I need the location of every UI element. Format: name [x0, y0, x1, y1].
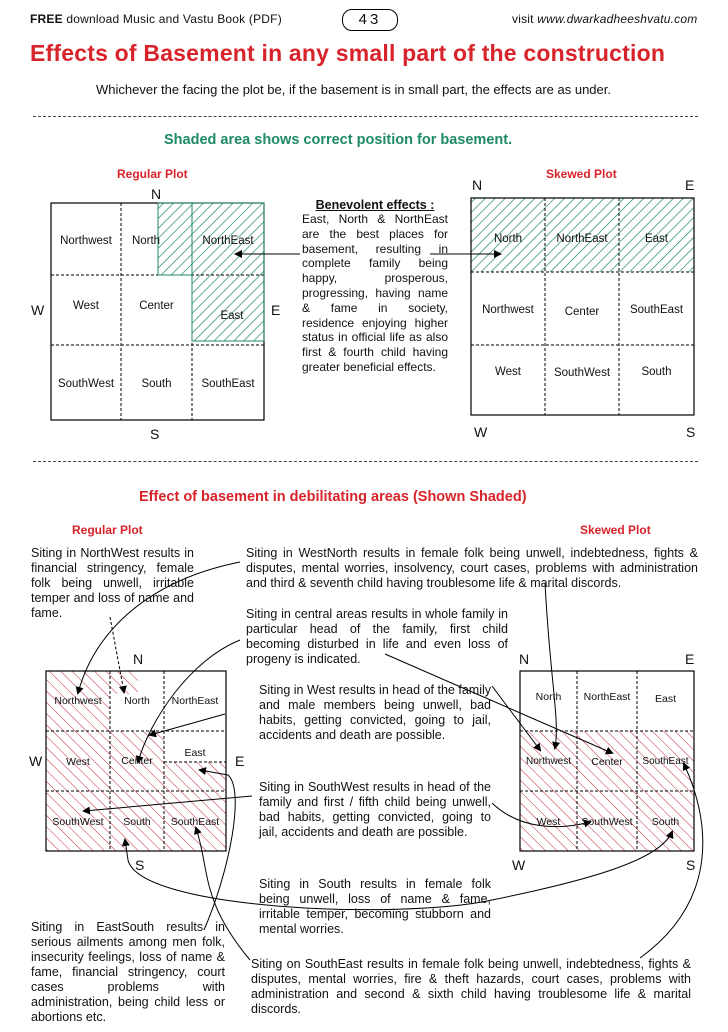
s2-regular-label: Regular Plot	[72, 523, 143, 537]
s1s-cell-northeast: NorthEast	[556, 233, 608, 245]
s2s-cell-north: North	[535, 691, 562, 703]
s1r-north: N	[151, 186, 162, 202]
benevolent-text: East, North & NorthEast are the best places for basement, resulting in complete family being happy, prosperous, progressing, having name & fame in society, residence enjoying higher status in official life as also first & fourth child having greater beneficial effects.	[302, 212, 448, 374]
free-label: FREE	[30, 12, 63, 26]
website-url: www.dwarkadheeshvatu.com	[537, 12, 698, 26]
s1s-cell-north: North	[493, 233, 523, 245]
s1s-west: W	[474, 424, 488, 440]
s2s-south: S	[686, 857, 696, 873]
note-southeast: Siting on SouthEast results in female folk being unwell, indebtedness, fights & disputes, mental worries, fire & theft hazards, court cases, problems with administration and second & sixth child having troublesome life & marital discords.	[251, 957, 691, 1016]
s1s-south: S	[686, 424, 696, 440]
s1r-cell-northwest: Northwest	[60, 235, 112, 247]
s1s-cell-west: West	[495, 366, 521, 378]
s1r-cell-southwest: SouthWest	[57, 378, 115, 390]
note-southwest: Siting in SouthWest results in head of the family and first / fifth child being unwell, bad habits, getting convicted, going to jail, accidents and death are possible.	[259, 780, 491, 839]
s1s-cell-east: East	[644, 233, 668, 245]
s1r-cell-northeast: NorthEast	[202, 235, 254, 247]
s1r-cell-north: North	[131, 235, 161, 247]
note-west: Siting in West results in head of the family and male members being unwell, bad habits, getting convicted, going to jail, accidents and death are possible.	[259, 683, 491, 742]
s2s-west: W	[512, 857, 526, 873]
s1r-east: E	[271, 302, 281, 318]
s2s-cell-west: West	[536, 816, 561, 828]
s1s-cell-center: Center	[564, 306, 600, 318]
s2-skewed-label: Skewed Plot	[580, 523, 651, 537]
s2s-cell-northeast: NorthEast	[583, 691, 631, 703]
section1-heading: Shaded area shows correct position for basement.	[164, 132, 513, 148]
s1s-cell-northwest: Northwest	[482, 304, 534, 316]
s2r-south: S	[135, 857, 145, 873]
header-right	[512, 12, 697, 26]
visit-label: visit	[512, 12, 534, 26]
s1s-east: E	[685, 177, 695, 193]
s1s-north: N	[472, 177, 483, 193]
page-subtitle: Whichever the facing the plot be, if the basement is in small part, the effects are as under.	[96, 82, 611, 97]
s2r-east: E	[235, 753, 245, 769]
page-title: Effects of Basement in any small part of the construction	[30, 40, 666, 66]
s2s-east: E	[685, 651, 695, 667]
s2r-cell-northeast: NorthEast	[171, 695, 219, 707]
section2-heading: Effect of basement in debilitating areas (Shown Shaded)	[139, 489, 527, 505]
s2s-north: N	[519, 651, 530, 667]
s2s-cell-southwest: SouthWest	[581, 816, 633, 828]
s1s-cell-southwest: SouthWest	[553, 367, 611, 379]
divider-1	[33, 116, 698, 117]
s2r-cell-southwest: SouthWest	[52, 816, 104, 828]
benevolent-box	[302, 198, 448, 375]
note-central: Siting in central areas results in whole family in particular head of the family, first child becoming disturbed in life and even loss of progeny is indicated.	[246, 607, 508, 666]
header-left-text: download Music and Vastu Book (PDF)	[66, 12, 282, 26]
s2s-cell-northwest: Northwest	[525, 756, 571, 767]
note-westnorth: Siting in WestNorth results in female folk being unwell, indebtedness, fights & disputes, mental worries, insolvency, court cases, problems with administration and third & seventh child having troublesome life & marital discords.	[246, 546, 698, 590]
s2r-cell-southeast: SouthEast	[170, 816, 220, 828]
s2r-cell-south: South	[123, 816, 151, 828]
s1r-west: W	[31, 302, 45, 318]
s2r-cell-northwest: Northwest	[54, 695, 102, 707]
s1r-cell-east: East	[220, 310, 244, 322]
s2r-cell-north: North	[124, 695, 150, 707]
s2r-cell-center: Center	[121, 755, 153, 767]
s1r-cell-southeast: SouthEast	[201, 378, 255, 390]
s1s-cell-south: South	[641, 366, 672, 378]
s2s-cell-south: South	[651, 816, 680, 828]
s1r-south: S	[150, 426, 160, 442]
s2r-north: N	[133, 651, 144, 667]
s1r-cell-center: Center	[139, 300, 174, 312]
s2r-cell-east: East	[184, 747, 206, 759]
divider-2	[33, 461, 698, 462]
note-eastsouth: Siting in EastSouth results in serious ailments among men folk, insecurity feelings, loss of name & fame, financial stringency, court cases problems with administration, being child less or abortions etc.	[31, 920, 225, 1024]
s2s-cell-center: Center	[591, 756, 623, 768]
s1-regular-label: Regular Plot	[117, 167, 188, 181]
benevolent-title: Benevolent effects :	[315, 198, 435, 212]
header-left	[30, 12, 282, 26]
s2r-west: W	[29, 753, 43, 769]
s1r-cell-west: West	[73, 300, 99, 312]
s1r-cell-south: South	[141, 378, 172, 390]
s2s-cell-east: East	[654, 693, 676, 705]
s2s-cell-southeast: SouthEast	[642, 756, 689, 767]
s1-skewed-label: Skewed Plot	[546, 167, 617, 181]
note-south: Siting in South results in female folk being unwell, loss of name & fame, irritable temper, becoming stubborn and mental worries.	[259, 877, 491, 936]
note-northwest: Siting in NorthWest results in financial stringency, female folk being unwell, irritable temper and loss of name and fame.	[31, 546, 194, 620]
page-number: 43	[342, 9, 398, 31]
s2r-cell-west: West	[66, 756, 90, 768]
s1s-cell-southeast: SouthEast	[629, 304, 684, 316]
